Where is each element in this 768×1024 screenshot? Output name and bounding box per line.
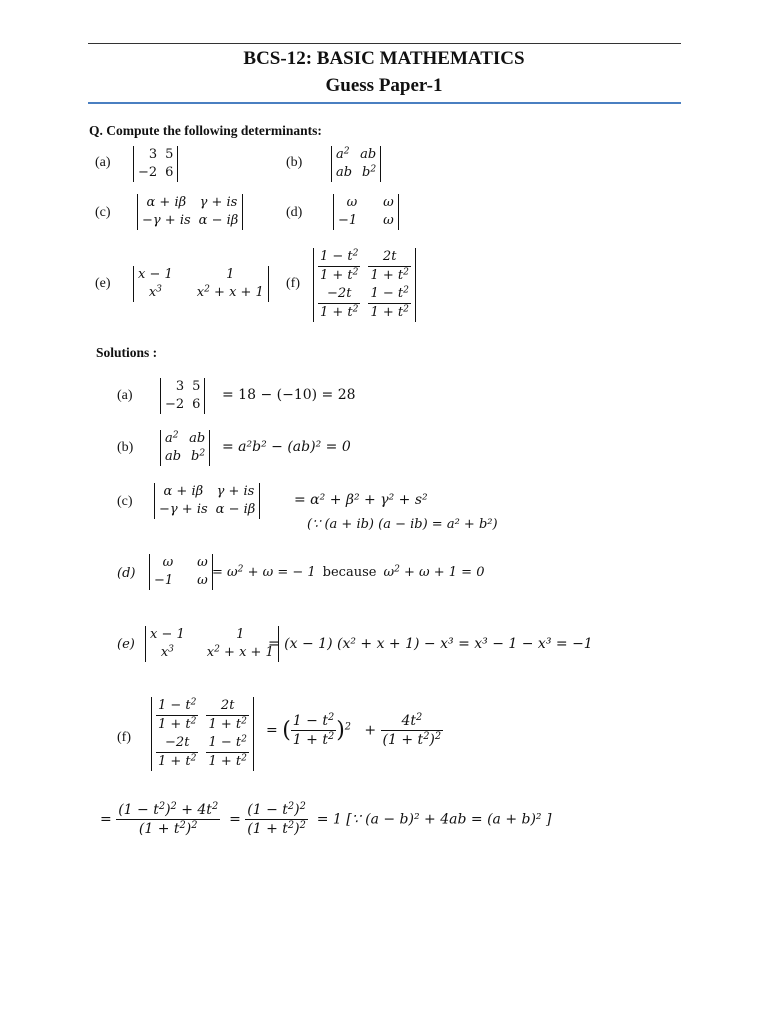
sol-f-note: [∵ (a − b)² + 4ab = (a + b)² ] (346, 811, 552, 828)
top-rule (88, 43, 681, 44)
sol-det-e: x − 1 1 $x^3$ $x^2 + x + 1$ (145, 626, 279, 662)
header-rule (88, 102, 681, 104)
sol-label-c: (c) (117, 494, 133, 509)
sol-det-a: 3 5 −2 6 (160, 378, 205, 414)
sol-d-because: because (322, 565, 377, 580)
sol-label-e: (e) (117, 637, 135, 652)
label-d: (d) (286, 205, 303, 220)
sol-b-result: = a²b² − (ab)² = 0 (222, 439, 351, 455)
sol-c-result: = α² + β² + γ² + s² (294, 492, 428, 508)
sol-d-result: = $\omega^2 + \omega$ = − 1 because $\omega^2 + \omega + 1 = 0$ (212, 564, 485, 580)
label-e: (e) (95, 276, 111, 291)
label-c: (c) (95, 205, 111, 220)
sol-det-c: α + iβ γ + is −γ + is α − iβ (154, 483, 260, 519)
solutions-heading: Solutions : (96, 345, 158, 360)
label-f: (f) (286, 276, 300, 291)
sol-a-result: = 18 − (−10) = 28 (222, 387, 356, 403)
page-subtitle: Guess Paper-1 (325, 75, 443, 96)
sol-det-b: $a^2$ ab ab $b^2$ (160, 430, 210, 466)
label-b: (b) (286, 155, 303, 170)
sol-c-note: (∵ (a + ib) (a − ib) = a² + b²) (307, 517, 498, 532)
det-d: ω ω −1 ω (333, 194, 399, 230)
question-text: Q. Compute the following determinants: (89, 123, 322, 138)
sol-e-result: = (x − 1) (x² + x + 1) − x³ = x³ − 1 − x³ = −1 (268, 636, 593, 652)
sol-label-d: (d) (117, 566, 136, 581)
label-a: (a) (95, 155, 111, 170)
sol-f-simplification: = $\frac{(1 - t^2)^2 + 4t^2}{(1 + t^2)^2}$ = $\frac{(1 - t^2)^2}{(1 + t^2)^2}$ = 1 [∵ (a − b)² + 4ab = (a + b)² ] (100, 801, 552, 837)
sol-label-b: (b) (117, 440, 134, 455)
det-b: $a^2$ ab ab $b^2$ (331, 146, 381, 182)
det-f: $\frac{1 - t^2}{1 + t^2}$ $\frac{2t}{1 + t^2}$ $\frac{-2t}{1 + t^2}$ $\frac{1 - t^2}{1 + t^2}$ (313, 248, 416, 322)
det-a: 3 5 −2 6 (133, 146, 178, 182)
sol-det-f: $\frac{1 - t^2}{1 + t^2}$ $\frac{2t}{1 + t^2}$ $\frac{-2t}{1 + t^2}$ $\frac{1 - t^2}{1 + t^2}$ (151, 697, 254, 771)
sol-label-a: (a) (117, 388, 133, 403)
sol-det-d: ω ω −1 ω (149, 554, 213, 590)
page-title: BCS-12: BASIC MATHEMATICS (243, 48, 525, 69)
det-c: α + iβ γ + is −γ + is α − iβ (137, 194, 243, 230)
det-e: x − 1 1 $x^3$ $x^2 + x + 1$ (133, 266, 269, 302)
sol-label-f: (f) (117, 730, 131, 745)
sol-f-expansion: = ( $\frac{1 - t^2}{1 + t^2}$ )$^2$ + $\frac{4t^2}{(1 + t^2)^2}$ (266, 712, 442, 748)
